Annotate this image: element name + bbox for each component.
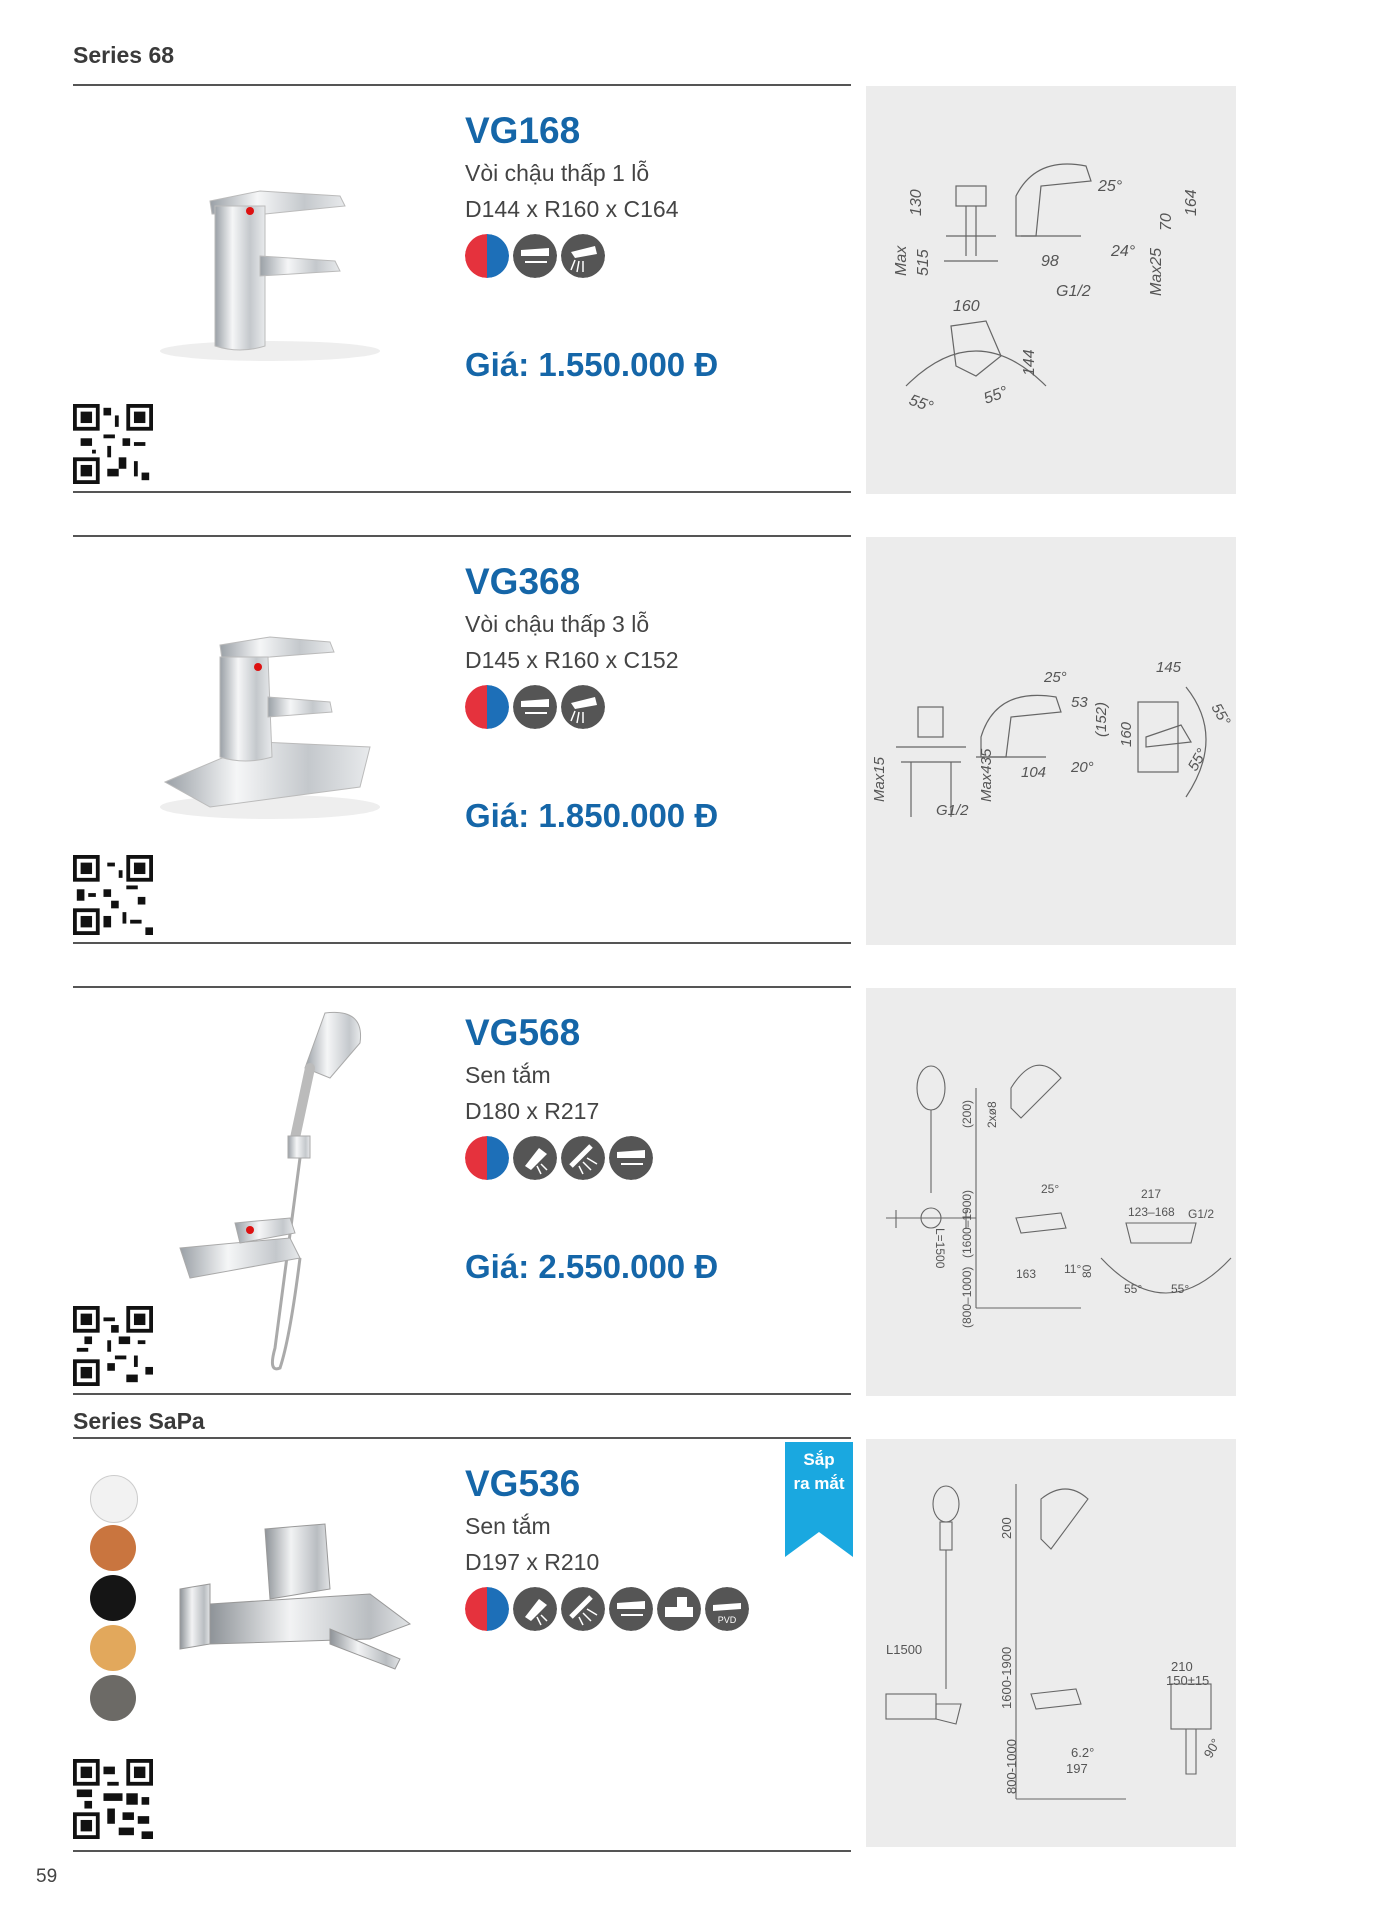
hot-cold-icon	[465, 685, 509, 729]
aerator-icon	[513, 234, 557, 278]
hot-cold-icon	[465, 1136, 509, 1180]
model-name: VG168	[465, 110, 581, 151]
spray-icon	[561, 234, 605, 278]
qr-code[interactable]	[73, 1759, 153, 1839]
dim-label: 160	[1118, 721, 1135, 747]
feature-icons	[465, 685, 605, 729]
feature-icons	[465, 234, 605, 278]
dim-label: 130	[908, 189, 925, 216]
divider	[73, 491, 851, 493]
dim-label: 25°	[1044, 669, 1067, 686]
dim-label: 20°	[1071, 759, 1094, 776]
dim-label: Max25	[1148, 247, 1165, 296]
aerator-icon	[513, 685, 557, 729]
technical-drawing	[866, 86, 1236, 494]
product-dimensions: D197 x R210	[465, 1549, 600, 1575]
coming-soon-label	[785, 1448, 853, 1496]
dim-label: 55°	[981, 383, 1011, 408]
dim-label: G1/2	[1188, 1207, 1215, 1221]
qr-code[interactable]	[73, 855, 153, 935]
dim-label: 90°	[1200, 1735, 1224, 1761]
product-row-vg368	[0, 537, 1375, 947]
price: Giá: 1.550.000 Đ	[465, 346, 719, 383]
dim-label: Max15	[871, 756, 888, 802]
dim-label: 25°	[1098, 178, 1123, 195]
dim-label: 144	[1021, 349, 1038, 376]
product-row-vg168	[0, 86, 1375, 496]
dim-label: 515	[915, 249, 932, 276]
dim-label: 123–168	[1128, 1205, 1175, 1219]
dim-label: (200)	[960, 1099, 974, 1128]
dim-label: G1/2	[1056, 283, 1091, 300]
price: Giá: 2.550.000 Đ	[465, 1248, 719, 1285]
dim-label: Max435	[978, 748, 995, 802]
dim-label: 145	[1156, 659, 1182, 676]
rain-spray-icon	[561, 1136, 605, 1180]
product-dimensions: D180 x R217	[465, 1098, 600, 1124]
badge-line: Sắp	[803, 1450, 835, 1469]
finish-swatch-gunmetal[interactable]	[90, 1675, 136, 1721]
divider	[73, 1393, 851, 1395]
dim-label: 24°	[1111, 243, 1136, 260]
rain-spray-icon	[561, 1587, 605, 1631]
dim-label: 55°	[1124, 1282, 1143, 1296]
aerator-icon	[609, 1587, 653, 1631]
dim-label: 217	[1141, 1187, 1162, 1201]
technical-drawing	[866, 988, 1236, 1396]
dim-label: 6.2°	[1071, 1745, 1095, 1760]
page-number: 59	[36, 1866, 58, 1887]
spray-icon	[561, 685, 605, 729]
model-name: VG568	[465, 1012, 581, 1053]
dim-label: (800–1000)	[960, 1266, 974, 1328]
dim-label: 55°	[1207, 700, 1234, 729]
model-name: VG368	[465, 561, 581, 602]
model-name: VG536	[465, 1463, 581, 1504]
dim-label: 104	[1021, 764, 1047, 781]
product-name: Vòi chậu thấp 1 lỗ	[465, 160, 650, 186]
technical-drawing	[866, 1439, 1236, 1847]
finish-swatch-copper[interactable]	[90, 1525, 136, 1571]
dim-label: L1500	[886, 1642, 923, 1657]
handshower-icon	[513, 1587, 557, 1631]
aerator-icon	[609, 1136, 653, 1180]
dim-label: 53	[1071, 694, 1088, 711]
feature-icons	[465, 1587, 749, 1631]
product-row-vg536	[0, 1439, 1375, 1849]
dim-label: 150±15	[1166, 1673, 1210, 1688]
handshower-icon	[513, 1136, 557, 1180]
dim-label: 11°	[1064, 1262, 1082, 1276]
dim-label: G1/2	[936, 802, 969, 819]
dim-label: 164	[1183, 189, 1200, 216]
dim-label: 200	[999, 1517, 1014, 1539]
technical-drawing	[866, 537, 1236, 945]
finish-swatch-gold[interactable]	[90, 1625, 136, 1671]
product-dimensions: D145 x R160 x C152	[465, 647, 679, 673]
dim-label: 197	[1066, 1761, 1088, 1776]
qr-code[interactable]	[73, 1306, 153, 1386]
dim-label: (1600–1900)	[960, 1189, 974, 1258]
dim-label: (152)	[1093, 701, 1110, 737]
dim-label: 70	[1158, 213, 1175, 231]
hot-cold-icon	[465, 1587, 509, 1631]
product-dimensions: D144 x R160 x C164	[465, 196, 679, 222]
dim-label: 2xø8	[985, 1101, 999, 1128]
hot-cold-icon	[465, 234, 509, 278]
shower-mixer-photo	[170, 1509, 430, 1709]
product-name: Sen tắm	[465, 1062, 551, 1088]
dim-label: 25°	[1041, 1182, 1060, 1196]
dim-label: 160	[953, 298, 980, 315]
pvd-icon	[705, 1587, 749, 1631]
faucet-photo	[150, 106, 450, 446]
feature-icons	[465, 1136, 653, 1180]
qr-code[interactable]	[73, 404, 153, 484]
dim-label: 55°	[1171, 1282, 1190, 1296]
shower-photo	[150, 1008, 450, 1378]
series-title: Series SaPa	[73, 1408, 205, 1434]
dim-label: 98	[1041, 253, 1059, 270]
auto-icon	[657, 1587, 701, 1631]
product-row-vg568	[0, 988, 1375, 1398]
divider	[73, 942, 851, 944]
finish-swatch-black[interactable]	[90, 1575, 136, 1621]
dim-label: 1600-1900	[999, 1646, 1014, 1709]
series-title: Series 68	[73, 42, 175, 68]
dim-label: Max	[893, 245, 910, 276]
product-name: Vòi chậu thấp 3 lỗ	[465, 611, 650, 637]
dim-label: 80	[1080, 1264, 1094, 1278]
price: Giá: 1.850.000 Đ	[465, 797, 719, 834]
product-name: Sen tắm	[465, 1513, 551, 1539]
badge-line: ra mắt	[793, 1474, 845, 1493]
svg-text:PVD: PVD	[717, 1615, 737, 1625]
faucet-photo	[150, 557, 450, 897]
dim-label: 163	[1016, 1267, 1037, 1281]
dim-label: 55°	[1184, 745, 1211, 774]
dim-label: 55°	[906, 391, 936, 417]
dim-label: 800-1000	[1004, 1739, 1019, 1794]
finish-swatch-white[interactable]	[90, 1475, 138, 1523]
divider	[73, 1850, 851, 1852]
dim-label: 210	[1171, 1659, 1193, 1674]
dim-label: L=1500	[933, 1228, 947, 1269]
